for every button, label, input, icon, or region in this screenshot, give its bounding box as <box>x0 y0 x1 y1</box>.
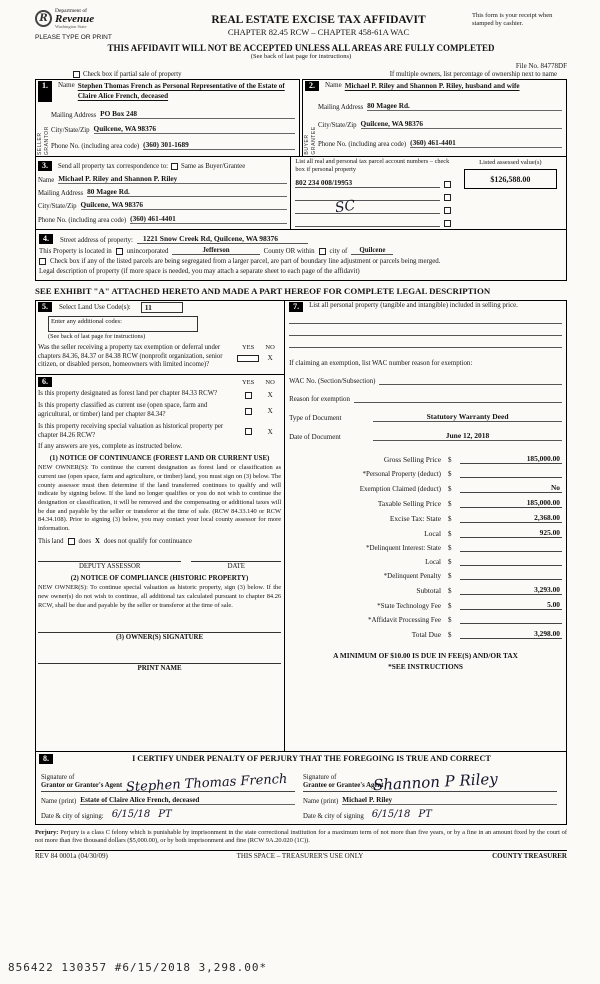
does-qualify-checkbox[interactable] <box>68 538 75 545</box>
historic-yes-checkbox[interactable] <box>245 428 252 435</box>
no-header-6: NO <box>265 378 275 386</box>
grantee-signature-block <box>301 768 563 820</box>
corr-mailing-row: Mailing Address 80 Magee Rd. <box>38 187 287 197</box>
section-4-badge: 4. <box>39 234 53 244</box>
buyer-name-label: Name <box>325 81 342 89</box>
agency-title: Revenue <box>55 13 95 25</box>
seller-section <box>35 79 300 157</box>
section-5-badge: 5. <box>38 302 52 312</box>
grantor-date-value[interactable]: 6/15/18 <box>111 808 151 820</box>
delinquent-interest-local-value[interactable] <box>460 557 562 566</box>
minimum-fee-note: A MINIMUM OF $10.00 IS DUE IN FEE(S) AND/OR TAX <box>333 650 518 660</box>
county-value[interactable]: Jefferson <box>172 247 259 255</box>
buyer-phone-row: Phone No. (including area code) (360) 461-4401 <box>318 138 562 148</box>
seller-mailing-value[interactable]: PO Box 248 <box>100 109 295 119</box>
personal-property-checkbox-1[interactable] <box>444 181 451 188</box>
excise-tax-local-value[interactable]: 925.00 <box>460 528 562 538</box>
exemption-question: Was the seller receiving a property tax exemption or deferral under chapters 84.36, 84.37 or 84.38 RCW (nonprofit organization, senior citizen, or disabled person, homeowners with limited income)? YES NO X <box>38 344 281 370</box>
current-use-question: Is this property classified as current use (open space, farm and agricultural, or timber) land per chapter 84.34? X <box>38 402 281 420</box>
corr-mailing-value[interactable]: 80 Magee Rd. <box>87 187 287 197</box>
exemption-claimed-row: Exemption Claimed (deduct) $ No <box>359 482 560 493</box>
street-address-label: Street address of property: <box>60 236 133 244</box>
buyer-grantee-side-label: BUYER GRANTEE <box>304 126 317 155</box>
seller-city-row: City/State/Zip Quilcene, WA 98376 <box>51 124 295 134</box>
wac-number-field[interactable] <box>379 377 562 385</box>
yes-header-6: YES <box>241 378 255 386</box>
notice-continuance-title: (1) NOTICE OF CONTINUANCE (FOREST LAND OR CURRENT USE) <box>49 455 270 463</box>
street-address-row <box>39 234 563 244</box>
delinquent-interest-local-row: Local $ <box>289 557 562 566</box>
title-block <box>165 8 472 37</box>
grantor-date-row: Date & city of signing: 6/15/18 PT <box>41 808 172 820</box>
parcel-blank-3[interactable] <box>295 205 439 214</box>
delinquent-penalty-row: *Delinquent Penalty $ <box>289 571 562 580</box>
please-type-note: PLEASE TYPE OR PRINT <box>35 34 112 41</box>
subtotal-row: Subtotal $ 3,293.00 <box>416 584 560 595</box>
land-use-label: Select Land Use Code(s): <box>59 303 131 312</box>
seller-name-value[interactable]: Stephen Thomas French as Personal Representative of the Estate of Claire Alice French, deceased <box>77 82 285 101</box>
assessed-values-header: Listed assessed value(s) <box>479 159 542 166</box>
no-header-5: NO <box>265 343 275 351</box>
legal-description-label: Legal description of property (if more space is needed, you may attach a separate sheet to each page of the affidavit) <box>39 267 360 275</box>
corr-city-row: City/State/Zip Quilcene, WA 98376 <box>38 200 287 210</box>
certification-section <box>35 751 567 825</box>
perjury-certification: I CERTIFY UNDER PENALTY OF PERJURY THAT THE FOREGOING IS TRUE AND CORRECT <box>132 754 491 764</box>
grantor-print-name-value[interactable]: Estate of Claire Alice French, deceased <box>80 796 295 805</box>
exemption-yes-checkbox[interactable] <box>237 355 259 362</box>
gross-selling-price-row: Gross Selling Price $ 185,000.00 <box>383 453 560 464</box>
county-treasurer-label: COUNTY TREASURER <box>492 852 567 860</box>
seller-grantor-side-label: SELLER GRANTOR <box>37 125 50 155</box>
affidavit-processing-fee-value[interactable] <box>460 615 562 624</box>
document-type-value[interactable]: Statutory Warranty Deed <box>373 412 562 422</box>
wac-number-row: WAC No. (Section/Subsection) <box>289 377 562 385</box>
document-date-value[interactable]: June 12, 2018 <box>373 431 562 441</box>
file-number: File No. 84778DF <box>515 62 567 70</box>
delinquent-interest-state-row: *Delinquent Interest: State $ <box>289 543 562 552</box>
does-not-x-mark[interactable]: X <box>94 538 100 546</box>
unincorporated-checkbox[interactable] <box>116 248 123 255</box>
city-checkbox[interactable] <box>319 248 326 255</box>
tax-computation-table <box>289 449 562 639</box>
notice-compliance-body: NEW OWNER(S): To continue special valuation as historic property, sign (3) below. If the new owner(s) do not wish to continue, all additional tax calculated pursuant to chapter 84.26 RCW, shall be due and payable by the seller or transferor at the time of sale. <box>38 584 282 609</box>
forest-yes-checkbox[interactable] <box>245 392 252 399</box>
forest-no-mark[interactable]: X <box>267 390 273 399</box>
grantee-date-row: Date & city of signing 6/15/18 PT <box>303 808 432 820</box>
grantor-signature-line[interactable]: Signature of Grantor or Grantor's Agent Stephen Thomas French <box>41 768 295 792</box>
section-2-badge: 2. <box>305 81 319 91</box>
buyer-name-value[interactable]: Michael P. Riley and Shannon P. Riley, husband and wife <box>344 82 520 90</box>
buyer-section <box>302 79 567 157</box>
handwritten-sc-mark: SC <box>334 197 357 217</box>
grantee-date-value[interactable]: 6/15/18 <box>371 808 411 820</box>
state-technology-fee-row: *State Technology Fee $ 5.00 <box>377 599 560 610</box>
personal-property-deduct-row: *Personal Property (deduct) $ <box>289 469 562 478</box>
section-6-badge: 6. <box>38 377 52 387</box>
yes-header-5: YES <box>241 343 255 351</box>
grantor-signature-block <box>39 768 301 820</box>
corr-phone-row: Phone No. (including area code) (360) 461-4401 <box>38 214 287 224</box>
agency-name <box>55 8 94 29</box>
form-title: REAL ESTATE EXCISE TAX AFFIDAVIT <box>211 14 426 26</box>
personal-property-checkbox-3[interactable] <box>444 207 451 214</box>
exemption-no-mark[interactable]: X <box>267 353 273 362</box>
additional-codes-box[interactable]: Enter any additional codes: <box>48 316 198 332</box>
grantor-print-name-row: Name (print) Estate of Claire Alice French, deceased <box>41 796 295 805</box>
personal-property-checkbox-4[interactable] <box>444 220 451 227</box>
exemption-note: If claiming an exemption, list WAC number reason for exemption: <box>289 359 473 367</box>
acceptance-warning: THIS AFFIDAVIT WILL NOT BE ACCEPTED UNLESS ALL AREAS ARE FULLY COMPLETED <box>107 43 495 53</box>
continuance-answer-row: This land does X does not qualify for continuance <box>38 538 192 546</box>
assessed-value: $126,588.00 <box>464 169 557 189</box>
excise-tax-local-row: Local $ 925.00 <box>424 527 560 538</box>
buyer-city-value[interactable]: Quilcene, WA 98376 <box>361 119 562 129</box>
total-due-value[interactable]: 3,298.00 <box>460 629 562 639</box>
buyer-city-row: City/State/Zip Quilcene, WA 98376 <box>318 119 562 129</box>
property-address-section <box>35 229 567 281</box>
notice-compliance-title: (2) NOTICE OF COMPLIANCE (HISTORIC PROPERTY) <box>70 575 249 583</box>
excise-tax-state-value[interactable]: 2,368.00 <box>460 513 562 523</box>
parcel-row-2 <box>295 192 450 201</box>
right-column <box>285 301 566 751</box>
grantee-signature-line[interactable]: Signature of Grantee or Grantee's Agent Shannon P Riley <box>303 768 557 792</box>
exhibit-a-statement: SEE EXHIBIT "A" ATTACHED HERETO AND MADE A PART HEREOF FOR COMPLETE LEGAL DESCRIPTION <box>35 285 491 296</box>
state-technology-fee-value[interactable]: 5.00 <box>460 600 562 610</box>
segregated-checkbox[interactable] <box>39 258 46 265</box>
chapter-line: CHAPTER 82.45 RCW – CHAPTER 458-61A WAC <box>227 27 410 37</box>
perjury-statement: Perjury: Perjury is a class C felony which is punishable by imprisonment in the state correctional institution for a maximum term of not more than five years, or by a fine in an amount fixed by the court of not more than five thousand dollars ($5,000.00), or by both imprisonment and fine (RCW 9A.20.020 (1C)). <box>35 828 567 845</box>
parcel-numbers-header: List all real and personal tax parcel account numbers – check box if personal property <box>295 158 450 173</box>
agency-block <box>35 8 165 41</box>
notice-continuance-body: NEW OWNER(S): To continue the current designation as forest land or classification as current use (open space, farm and agriculture, or timber) land, you must sign on (3) below. The county assessor must then determine if the land transferred continues to qualify and will indicate by signing below. If the land no longer qualifies or you do not wish to continue the designation or classification, it will be removed and the compensating or additional taxes will be due and payable by the seller or transferor at the time of sale. (RCW 84.33.140 or RCW 84.34.108). Prior to signing (3) below, you may contact your local county assessor for more information. <box>38 464 282 532</box>
personal-property-deduct-value[interactable] <box>460 469 562 478</box>
dor-logo <box>35 8 165 29</box>
seller-city-value[interactable]: Quilcene, WA 98376 <box>94 124 295 134</box>
cashier-stamp: 856422 130357 #6/15/2018 3,298.00* <box>8 961 268 974</box>
see-instructions-note: *SEE INSTRUCTIONS <box>388 661 463 671</box>
footer-row <box>35 850 567 860</box>
parcel-row-1 <box>295 178 450 188</box>
historic-no-mark[interactable]: X <box>267 427 273 436</box>
land-use-row <box>38 302 281 313</box>
personal-property-line-1[interactable] <box>289 312 562 324</box>
excise-tax-state-row: Excise Tax: State $ 2,368.00 <box>389 512 560 523</box>
top-options-row <box>35 71 567 79</box>
historic-question: Is this property receiving special valuation as historical property per chapter 84.26 RCW? X <box>38 423 281 441</box>
parcel-row-4 <box>295 218 450 227</box>
legal-description-row <box>39 268 563 275</box>
land-use-code-value[interactable]: 11 <box>141 302 183 313</box>
deputy-assessor-row <box>38 561 281 570</box>
form-revision-number: REV 84 0001a (04/30/09) <box>35 852 108 860</box>
corr-phone-value[interactable]: (360) 461-4401 <box>130 214 287 224</box>
grantee-print-name-row: Name (print) Michael P. Riley <box>303 796 557 805</box>
buyer-name-row <box>303 80 566 92</box>
if-yes-note: If any answers are yes, complete as instructed below. <box>38 443 183 451</box>
exemption-claimed-value[interactable]: No <box>460 483 562 493</box>
seller-phone-value[interactable]: (360) 301-1689 <box>143 140 295 150</box>
partial-sale-checkbox[interactable] <box>73 71 80 78</box>
current-use-no-mark[interactable]: X <box>267 406 273 415</box>
grantee-print-name-value[interactable]: Michael P. Riley <box>342 796 557 805</box>
personal-property-line-2[interactable] <box>289 324 562 336</box>
buyer-phone-value[interactable]: (360) 461-4401 <box>410 138 562 148</box>
city-value[interactable]: Quilcene <box>351 247 393 255</box>
street-address-value[interactable]: 1221 Snow Creek Rd, Quilcene, WA 98376 <box>137 234 308 244</box>
taxable-selling-price-value[interactable]: 185,000.00 <box>460 498 562 508</box>
document-type-row: Type of Document Statutory Warranty Deed <box>289 412 562 422</box>
buyer-mailing-value[interactable]: 80 Magee Rd. <box>367 101 562 111</box>
see-back-note: (See back of last page for instructions) <box>250 53 352 60</box>
same-as-buyer-checkbox[interactable] <box>171 163 178 170</box>
personal-property-header: 7. List all personal property (tangible and intangible) included in selling price. <box>289 302 562 312</box>
total-due-row: Total Due $ 3,298.00 <box>411 628 560 639</box>
agency-state: Washington State <box>55 24 87 29</box>
location-row: This Property is located in unincorporated Jefferson County OR within city of Quilcene <box>39 247 563 255</box>
corr-name-value[interactable]: Michael P. Riley and Shannon P. Riley <box>58 174 287 184</box>
segregated-label: Check box if any of the listed parcels are being segregated from a larger parcel, are part of boundary line adjustment or parcels being merged. <box>50 257 441 265</box>
left-column <box>36 301 285 751</box>
corr-city-value[interactable]: Quilcene, WA 98376 <box>81 200 288 210</box>
section-7-badge: 7. <box>289 302 303 312</box>
grantee-city-value[interactable]: PT <box>418 808 432 820</box>
owners-signature-line[interactable]: (3) OWNER(S) SIGNATURE <box>38 632 281 641</box>
parcel-number-value[interactable]: 802 234 008/19953 <box>295 178 439 188</box>
section-8-badge: 8. <box>39 754 53 764</box>
delinquent-interest-state-value[interactable] <box>460 543 562 552</box>
parcel-blank-4[interactable] <box>295 218 439 227</box>
section-1-badge: 1. <box>38 81 52 102</box>
form-header <box>35 8 567 41</box>
receipt-note: This form is your receipt when stamped by cashier. <box>472 12 553 28</box>
grantor-city-value[interactable]: PT <box>158 808 172 820</box>
taxable-selling-price-row: Taxable Selling Price $ 185,000.00 <box>377 497 560 508</box>
section-3-badge: 3. <box>38 161 52 171</box>
seller-name-row <box>36 80 299 103</box>
buyer-mailing-row: Mailing Address 80 Magee Rd. <box>318 101 562 111</box>
tax-correspondence-section <box>35 156 567 230</box>
document-date-row: Date of Document June 12, 2018 <box>289 431 562 441</box>
forest-land-question: Is this property designated as forest land per chapter 84.33 RCW? X <box>38 390 281 399</box>
segregated-row <box>39 258 563 265</box>
section-6-header <box>38 377 281 387</box>
exemption-reason-row: Reason for exemption <box>289 395 562 403</box>
personal-property-line-3[interactable] <box>289 336 562 348</box>
exemption-reason-field[interactable] <box>354 395 562 403</box>
seller-name-label: Name <box>58 81 75 89</box>
agency-dept: Department of <box>55 8 87 14</box>
deputy-assessor-line[interactable]: DEPUTY ASSESSOR <box>38 561 181 570</box>
treasurer-use-label: THIS SPACE – TREASURER'S USE ONLY <box>236 852 364 860</box>
same-as-buyer-label: Same as Buyer/Grantee <box>181 162 246 170</box>
personal-property-checkbox-2[interactable] <box>444 194 451 201</box>
partial-sale-label: Check box if partial sale of property <box>83 71 182 78</box>
multiple-owners-note: If multiple owners, list percentage of ownership next to name <box>389 71 557 78</box>
correspondence-label: Send all property tax correspondence to: <box>58 162 169 170</box>
grantee-signature: Shannon P Riley <box>372 769 499 794</box>
parties-row <box>35 79 567 157</box>
seller-phone-row: Phone No. (including area code) (360) 301-1689 <box>51 140 295 150</box>
assessor-date-line[interactable]: DATE <box>191 561 281 570</box>
main-columns <box>35 300 567 752</box>
print-name-line[interactable]: PRINT NAME <box>38 663 281 672</box>
see-back-note-5: (See back of last page for instructions) <box>48 332 146 340</box>
subtotal-value[interactable]: 3,293.00 <box>460 585 562 595</box>
current-use-yes-checkbox[interactable] <box>245 408 252 415</box>
correspondence-row <box>38 161 287 171</box>
corr-name-row: Name Michael P. Riley and Shannon P. Riley <box>38 174 287 184</box>
revenue-logo-icon: R <box>35 10 52 27</box>
parcel-row-3 <box>295 197 450 217</box>
grantor-signature: Stephen Thomas French <box>125 771 288 795</box>
seller-mailing-row: Mailing Address PO Box 248 <box>51 109 295 119</box>
affidavit-processing-fee-row: *Affidavit Processing Fee $ <box>289 615 562 624</box>
delinquent-penalty-value[interactable] <box>460 571 562 580</box>
gross-selling-price-value[interactable]: 185,000.00 <box>460 454 562 464</box>
parcel-blank-2[interactable] <box>295 192 439 201</box>
